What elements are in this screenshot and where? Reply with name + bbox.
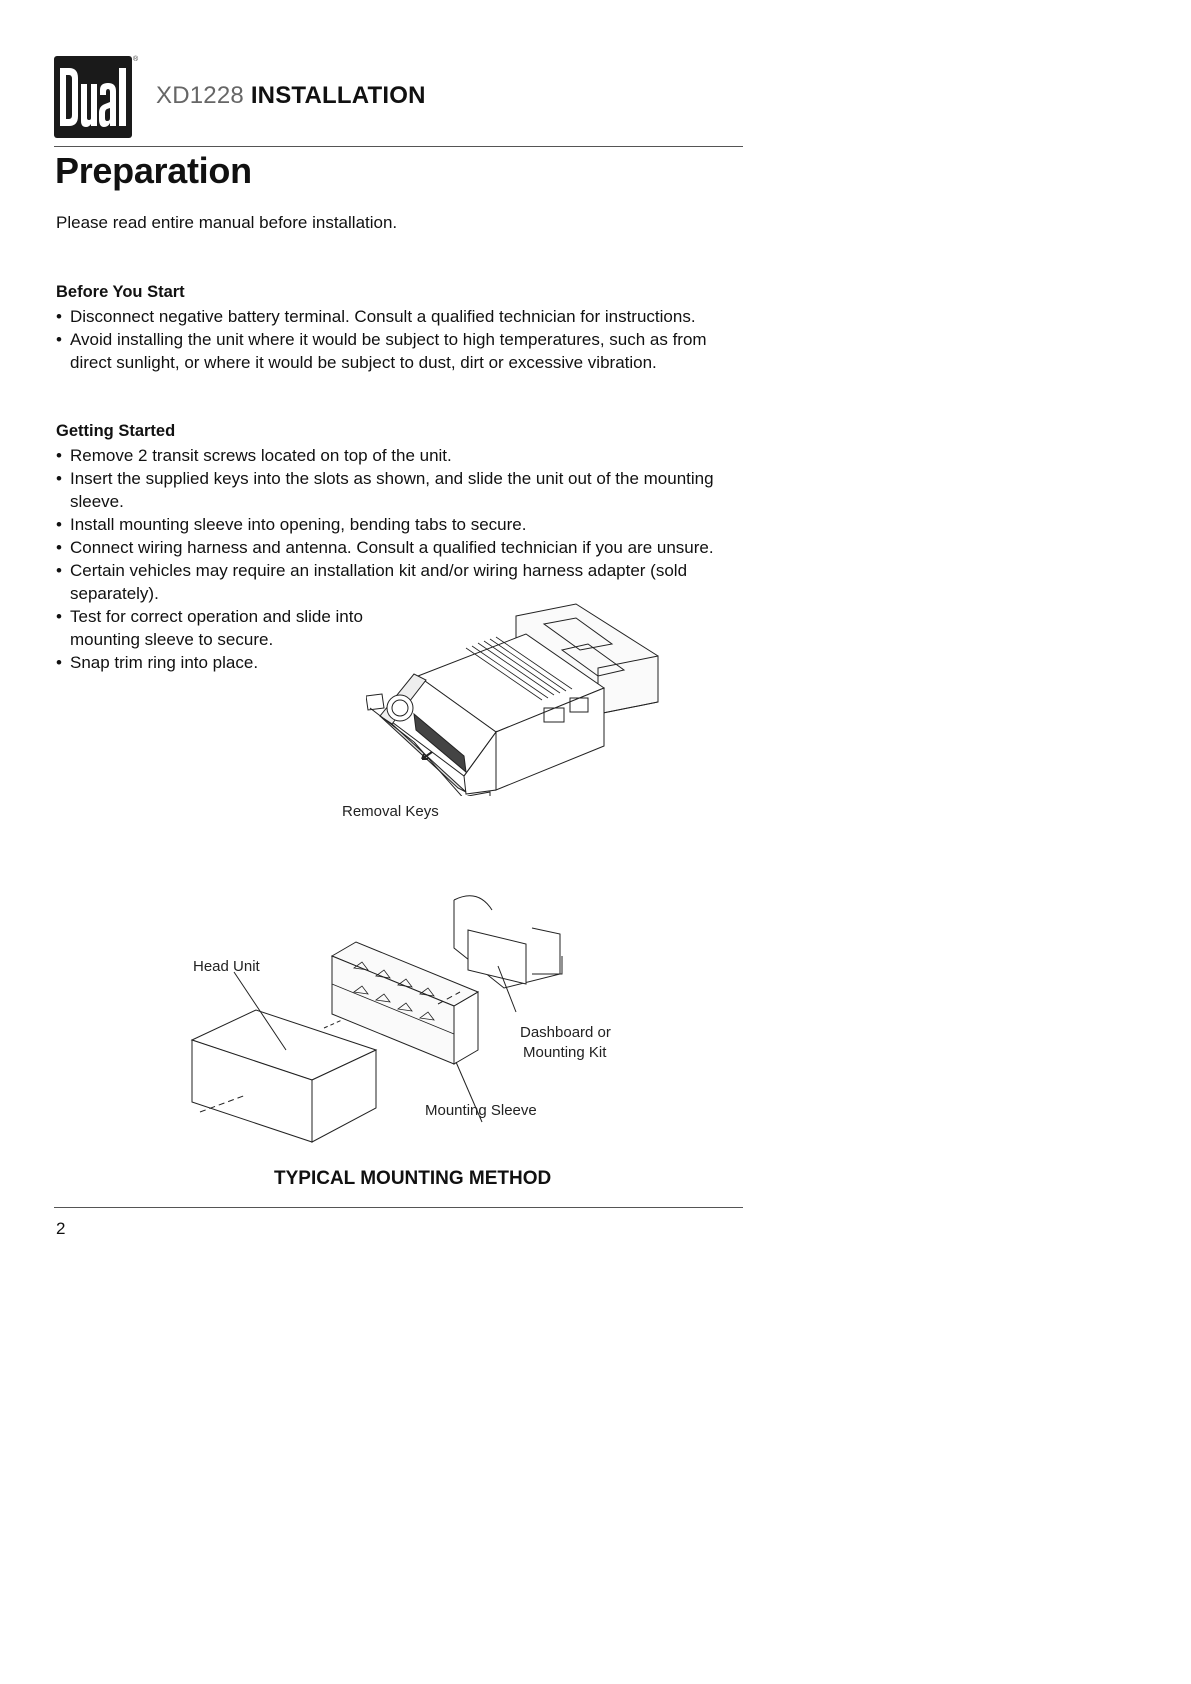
list-item: • Test for correct operation and slide into mounting sleeve to secure.: [56, 605, 365, 651]
registered-mark: ®: [133, 56, 139, 63]
mounting-sleeve-label: Mounting Sleeve: [425, 1102, 537, 1119]
getting-started-heading: Getting Started: [56, 422, 176, 440]
list-item: • Snap trim ring into place.: [56, 651, 736, 674]
list-item: • Remove 2 transit screws located on top of the unit.: [56, 444, 736, 467]
removal-keys-label: Removal Keys: [342, 803, 439, 820]
figure-caption: TYPICAL MOUNTING METHOD: [274, 1168, 552, 1189]
page-number: 2: [56, 1219, 66, 1238]
page-title: Preparation: [55, 150, 252, 191]
footer-rule: [54, 1207, 743, 1208]
list-item: • Disconnect negative battery terminal. Consult a qualified technician for instructions.: [56, 305, 728, 328]
intro-text: Please read entire manual before installation.: [56, 213, 398, 232]
list-item: • Avoid installing the unit where it would be subject to high temperatures, such as from direct sunlight, or where it would be subject to dust, dirt or excessive vibration.: [56, 328, 728, 374]
header-rule: [54, 146, 743, 147]
dashboard-label-line1: Dashboard or: [520, 1024, 611, 1041]
list-item: • Insert the supplied keys into the slots as shown, and slide the unit out of the mounting sleeve.: [56, 467, 736, 513]
removal-keys-illustration: [366, 596, 666, 796]
dashboard-label-line2: Mounting Kit: [523, 1044, 607, 1061]
header-title: [156, 82, 426, 110]
before-you-start-list: [56, 305, 728, 374]
model-number: XD1228: [156, 82, 244, 109]
before-you-start-heading: Before You Start: [56, 283, 185, 301]
head-unit-label: Head Unit: [193, 958, 260, 975]
list-item: • Certain vehicles may require an installation kit and/or wiring harness adapter (sold separately).: [56, 559, 736, 605]
dual-logo: [54, 56, 132, 138]
list-item: • Connect wiring harness and antenna. Consult a qualified technician if you are unsure.: [56, 536, 736, 559]
header-section: INSTALLATION: [250, 82, 426, 109]
list-item: • Install mounting sleeve into opening, bending tabs to secure.: [56, 513, 736, 536]
